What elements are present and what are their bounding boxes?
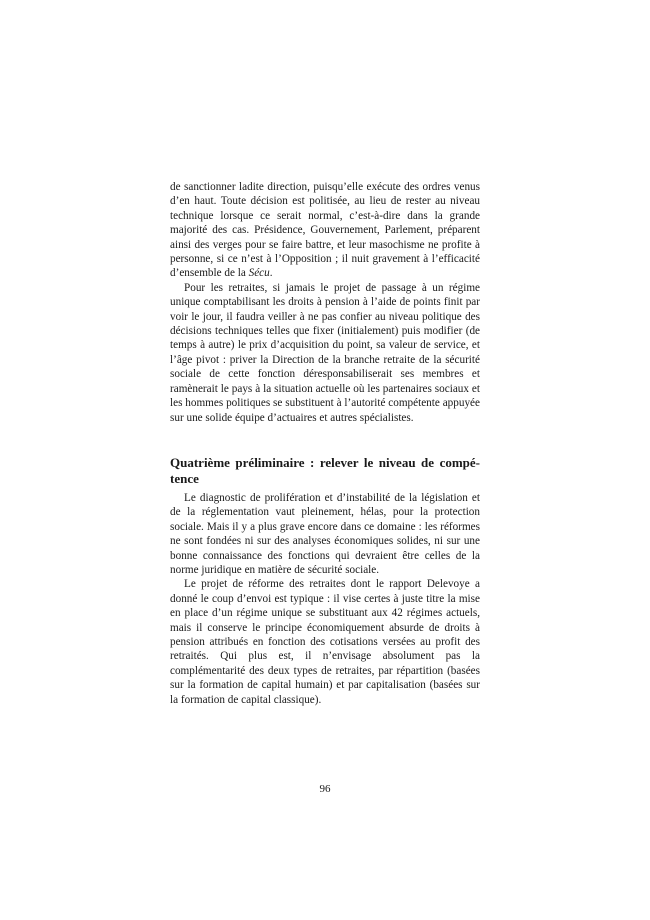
page-body <box>170 180 480 707</box>
section-heading: Quatrième préliminaire : relever le niveau de compé-tence <box>170 454 480 486</box>
paragraph-1 <box>170 180 480 281</box>
paragraph-3: Le diagnostic de prolifération et d’instabilité de la législation et de la réglementation vaut pleinement, hélas, pour la protection sociale. Mais il y a plus grave encore dans ce domaine : les réformes ne sont fondées ni sur des analyses économiques solides, ni sur une bonne connaissance des fonctions qui devraient être celles de la norme juridique en matière de sécurité sociale. <box>170 491 480 576</box>
paragraph-1-text: de sanctionner ladite direction, puisqu’elle exécute des ordres venus d’en haut. Toute décision est politisée, au lieu de rester au niveau technique lorsque ce serait normal, c’est-à-dire dans la grande majorité des cas. Présidence, Gouvernement, Parlement, préparent ainsi des verges pour se faire battre, et leur masochisme ne profite à personne, si ce n’est à l’Opposition ; il nuit gravement à l’efficacité d’ensemble de la <box>170 181 480 280</box>
paragraph-2: Pour les retraites, si jamais le projet de passage à un régime unique comptabilisant les droits à pension à l’aide de points finit par voir le jour, il faudra veiller à ne pas confier au niveau politique des décisions techniques telles que fixer (initialement) puis modifier (de temps à autre) le prix d’acquisition du point, sa valeur de service, et l’âge pivot : priver la Direction de la branche retraite de la sécurité sociale de cette fonction déresponsabiliserait ses membres et ramènerait le pays à la situation actuelle où les partenaires sociaux et les hommes politiques se substituent à l’autorité compétente appuyée sur une solide équipe d’actuaires et autres spécialistes. <box>170 281 480 424</box>
paragraph-4: Le projet de réforme des retraites dont le rapport Delevoye a donné le coup d’envoi est typique : il vise certes à juste titre la mise en place d’un régime unique se substituant aux 42 régimes actuels, mais il conserve le principe économiquement absurde de droits à pension attribués en fonction des cotisations versées au profit des retraités. Qui plus est, il n’envisage absolument pas la complémentarité des deux types de retraites, par répartition (basées sur la formation de capital humain) et par capitalisation (basées sur la formation de capital classique). <box>170 578 480 706</box>
page-number: 96 <box>319 783 331 795</box>
paragraph-1-italic-term: Sécu <box>248 267 270 280</box>
paragraph-1-end: . <box>269 267 273 280</box>
